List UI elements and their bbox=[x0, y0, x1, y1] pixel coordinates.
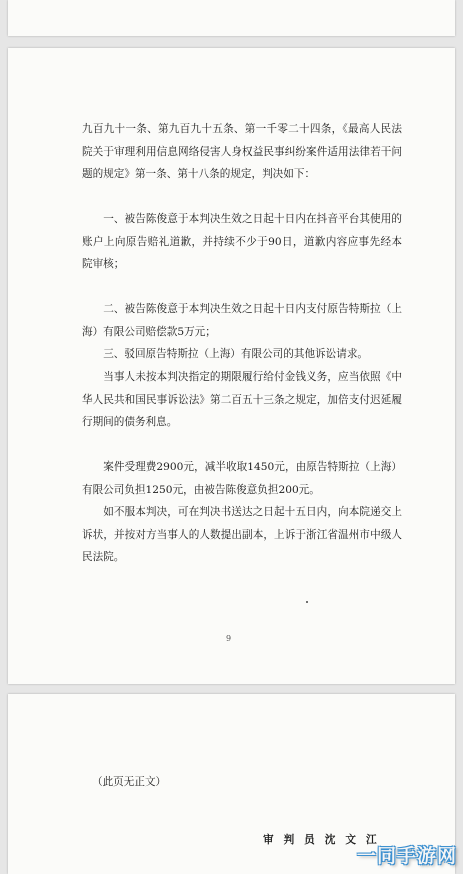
paragraph-ruling-3: 三、驳回原告特斯拉（上海）有限公司的其他诉讼请求。 bbox=[103, 348, 369, 360]
paragraph-interest: 当事人未按本判决指定的期限履行给付金钱义务，应当依照《中华人民共和国民事诉讼法》第二百五十三条之规定，加倍支付迟延履行期间的债务利息。 bbox=[82, 371, 402, 429]
page-number: 9 bbox=[226, 634, 232, 643]
paragraph-ruling-2: 二、被告陈俊意于本判决生效之日起十日内支付原告特斯拉（上海）有限公司赔偿款5万元； bbox=[82, 303, 402, 338]
judge-signature-line: 审判员沈文江 bbox=[263, 834, 387, 846]
previous-page-edge bbox=[8, 0, 455, 36]
scan-speck bbox=[306, 601, 308, 603]
paragraph-ruling-1: 一、被告陈俊意于本判决生效之日起十日内在抖音平台其使用的账户上向原告赔礼道歉，并持续不少于90日，道歉内容应事先经本院审核； bbox=[82, 213, 402, 271]
paragraph-appeal: 如不服本判决，可在判决书送达之日起十五日内，向本院递交上诉状，并按对方当事人的人数提出副本，上诉于浙江省温州市中级人民法院。 bbox=[82, 506, 402, 564]
paragraph-fees: 案件受理费2900元，减半收取1450元，由原告特斯拉（上海）有限公司负担1250元，由被告陈俊意负担200元。 bbox=[82, 461, 402, 496]
paragraph-legal-basis: 九百九十一条、第九百九十五条、第一千零二十四条，《最高人民法院关于审理利用信息网络侵害人身权益民事纠纷案件适用法律若干问题的规定》第一条、第十八条的规定，判决如下： bbox=[82, 123, 402, 181]
judgment-page bbox=[8, 48, 455, 684]
site-watermark: 一同手游网 bbox=[356, 845, 457, 867]
no-text-note: （此页无正文） bbox=[92, 776, 167, 788]
